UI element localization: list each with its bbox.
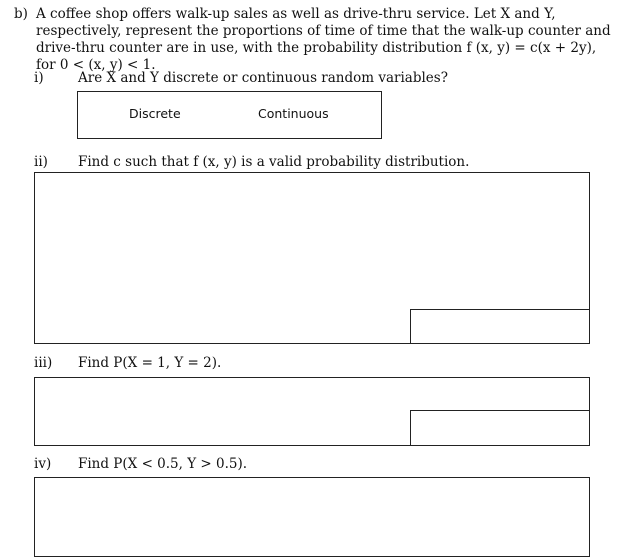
question-intro bbox=[14, 6, 614, 74]
question-iii-label: iii) bbox=[34, 355, 53, 371]
question-ii-text: Find c such that f (x, y) is a valid probability distribution. bbox=[78, 154, 470, 170]
question-iv-text: Find P(X < 0.5, Y > 0.5). bbox=[78, 456, 248, 472]
answer-box-iii[interactable] bbox=[410, 410, 590, 446]
question-i-text: Are X and Y discrete or continuous random variables? bbox=[78, 70, 448, 86]
question-ii-label: ii) bbox=[34, 154, 48, 170]
answer-box-ii[interactable] bbox=[410, 309, 590, 344]
choice-continuous[interactable]: Continuous bbox=[258, 106, 329, 121]
choice-discrete[interactable]: Discrete bbox=[129, 106, 181, 121]
question-iii-text: Find P(X = 1, Y = 2). bbox=[78, 355, 222, 371]
work-area-iv[interactable] bbox=[34, 477, 590, 557]
part-label: b) bbox=[14, 6, 28, 22]
question-i-label: i) bbox=[34, 70, 44, 86]
intro-text: A coffee shop offers walk-up sales as well as drive-thru service. Let X and Y, respectively, represent the proportions of time of time that the walk-up counter and drive-thru counter are in use, with the probability distribution f (x, y) = c(x + 2y), for 0 < (x, y) < 1. bbox=[36, 6, 611, 73]
choice-box bbox=[77, 91, 382, 139]
question-iv-label: iv) bbox=[34, 456, 52, 472]
